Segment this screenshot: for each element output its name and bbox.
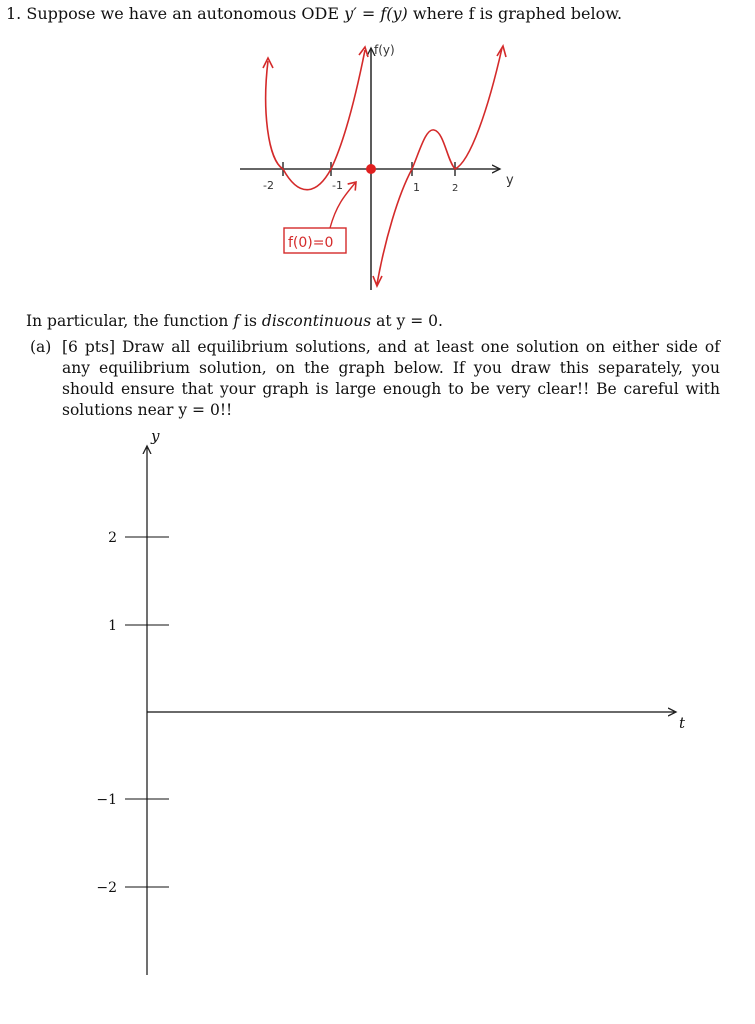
- part-a-label: (a): [30, 338, 52, 356]
- sketch-tick-neg1: -1: [332, 179, 343, 192]
- part-a-eq: y = 0!!: [178, 401, 233, 419]
- answer-tick-2: 2: [108, 530, 117, 546]
- part-a-text: [6 pts] Draw all equilibrium solutions, and at least one solution on either side of any equilibrium solution, on the graph below. If you draw this separately, you should ensure that your graph is large enough to be very clear!! Be careful with solutions near: [62, 338, 720, 419]
- annotation-text: f(0)=0: [288, 235, 334, 251]
- part-a-body: [62, 337, 720, 421]
- intro-f: f: [233, 312, 240, 330]
- f-curve-right: [377, 48, 502, 284]
- sketch-tick-neg2: -2: [263, 179, 274, 192]
- intro-at: at: [376, 312, 392, 330]
- sketch-axis-fy-label: f(y): [374, 43, 395, 57]
- sketch-axis-y-label: y: [506, 173, 514, 188]
- answer-graph: [96, 427, 686, 975]
- sketch-tick-2: 2: [452, 183, 459, 194]
- problem-tail: where f is graphed below.: [412, 4, 623, 23]
- intro-paragraph: [26, 311, 443, 332]
- origin-dot: [366, 164, 376, 174]
- f-sketch: [240, 43, 514, 290]
- intro-lead: In particular, the function: [26, 312, 229, 330]
- intro-eq: y = 0.: [396, 312, 443, 330]
- answer-y-label: y: [151, 427, 160, 445]
- answer-tick-1: 1: [108, 618, 117, 634]
- problem-lead: Suppose we have an autonomous ODE: [26, 4, 339, 23]
- answer-tick-neg1: −1: [96, 792, 117, 808]
- intro-is: is: [244, 312, 257, 330]
- answer-t-label: t: [679, 714, 686, 732]
- part-a: [30, 337, 720, 421]
- ode-equation: y′ = f(y): [344, 4, 408, 23]
- intro-emph: discontinuous: [261, 312, 372, 330]
- problem-number: 1.: [6, 4, 22, 23]
- sketch-tick-1: 1: [413, 181, 420, 194]
- answer-tick-neg2: −2: [96, 880, 117, 896]
